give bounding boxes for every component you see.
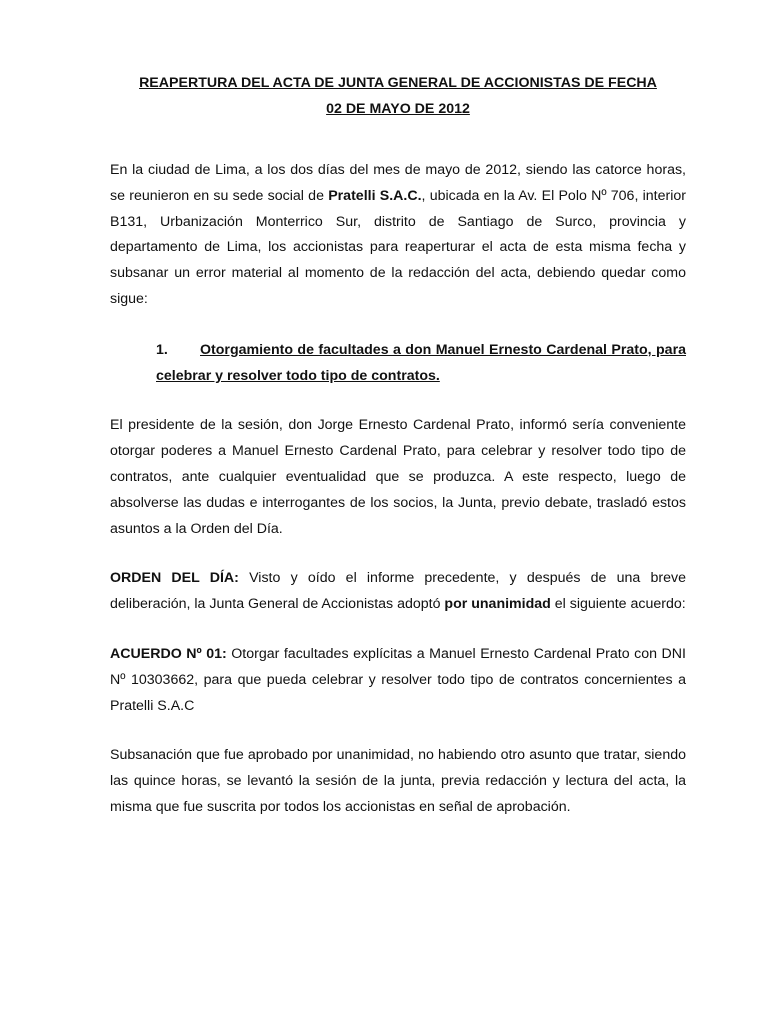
report-paragraph: El presidente de la sesión, don Jorge Ernesto Cardenal Prato, informó sería conveniente otorgar poderes a Manuel Ernesto Cardenal Prato, para celebrar y resolver todo tipo de contratos, ante cualquier eventualidad que se produzca. A este respecto, luego de absolverse las dudas e interrogantes de los socios, la Junta, previo debate, trasladó estos asuntos a la Orden del Día. bbox=[110, 417, 686, 537]
title-line-2: 02 DE MAYO DE 2012 bbox=[326, 101, 470, 117]
closing-paragraph: Subsanación que fue aprobado por unanimidad, no habiendo otro asunto que tratar, siendo las quince horas, se levantó la sesión de la junta, previa redacción y lectura del acta, la misma que fue suscrita por todos los accionistas en señal de aprobación. bbox=[110, 747, 686, 815]
orden-del-dia-paragraph bbox=[110, 566, 686, 618]
title-line-1: REAPERTURA DEL ACTA DE JUNTA GENERAL DE ACCIONISTAS DE FECHA bbox=[139, 75, 657, 91]
agenda-item-text: Otorgamiento de facultades a don Manuel Ernesto Cardenal Prato, para celebrar y resolver todo tipo de contratos. bbox=[156, 341, 686, 384]
acuerdo-label: ACUERDO Nº 01: bbox=[110, 645, 227, 662]
company-name: Pratelli S.A.C. bbox=[328, 187, 422, 204]
unanimity-emphasis: por unanimidad bbox=[444, 596, 551, 613]
acuerdo-paragraph bbox=[110, 642, 686, 719]
orden-del-dia-label: ORDEN DEL DÍA: bbox=[110, 570, 239, 587]
orden-text-before: Visto y oído el informe precedente, y después de una breve deliberación, la Junta General de Accionistas adoptó bbox=[110, 570, 686, 613]
document-page bbox=[110, 70, 686, 821]
intro-paragraph bbox=[110, 158, 686, 313]
intro-text-after: , ubicada en la Av. El Polo Nº 706, interior B131, Urbanización Monterrico Sur, distrito de Santiago de Surco, provincia y departamento de Lima, los accionistas para reaperturar el acta de esta misma fecha y subsanar un error material al momento de la redacción del acta, debiendo quedar como sigue: bbox=[110, 187, 686, 307]
document-title bbox=[110, 70, 686, 122]
agenda-item-heading bbox=[156, 338, 686, 390]
acuerdo-text: Otorgar facultades explícitas a Manuel Ernesto Cardenal Prato con DNI Nº 10303662, para que pueda celebrar y resolver todo tipo de contratos concernientes a Pratelli S.A.C bbox=[110, 645, 686, 714]
orden-text-after: el siguiente acuerdo: bbox=[550, 596, 686, 613]
agenda-item-number: 1. bbox=[156, 341, 168, 358]
intro-text-before: En la ciudad de Lima, a los dos días del mes de mayo de 2012, siendo las catorce horas, se reunieron en su sede social de bbox=[110, 162, 686, 204]
